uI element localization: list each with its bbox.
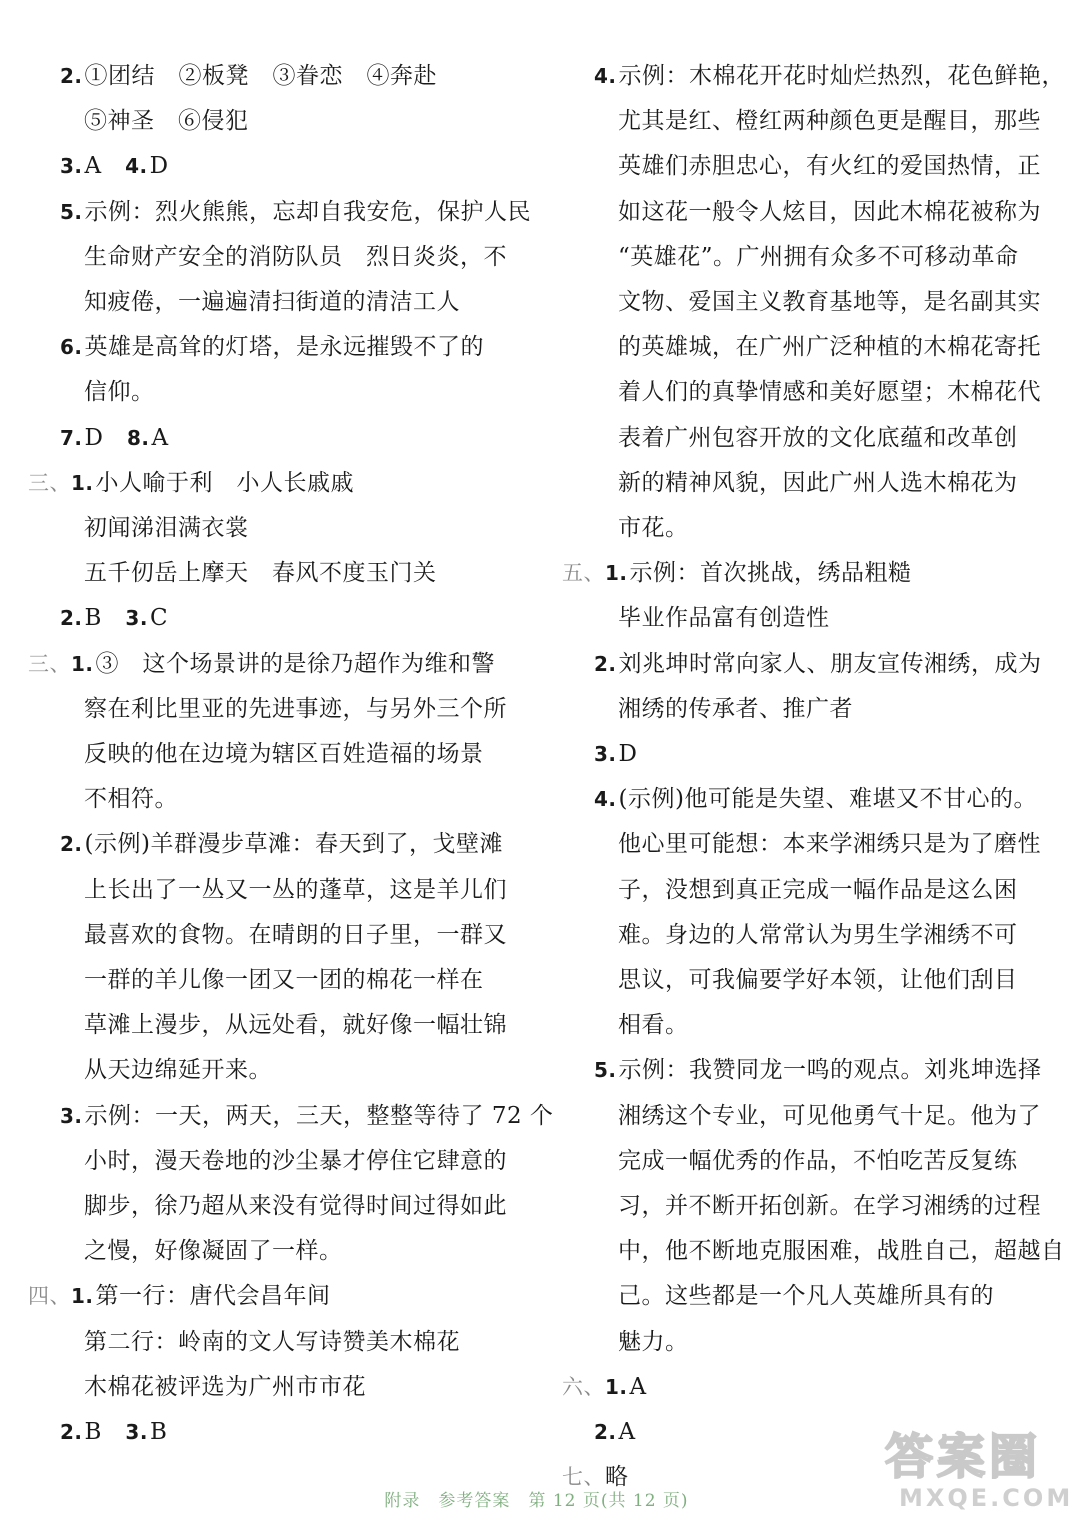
- answer-line: [84, 875, 507, 905]
- answer-line: [618, 332, 1041, 362]
- answer-line: [28, 468, 354, 498]
- answer-line: [618, 1146, 1018, 1176]
- answer-text: 略: [605, 1464, 629, 1491]
- answer-text: 上长出了一丛又一丛的蓬草，这是羊儿们: [84, 876, 507, 903]
- answer-line: [60, 603, 168, 633]
- question-number: 5.: [594, 1058, 617, 1083]
- answer-line: [618, 694, 853, 724]
- answer-text: 完成一幅优秀的作品，不怕吃苦反复练: [618, 1147, 1018, 1174]
- answer-text: 示例：一天，两天，三天，整整等待了 72 个: [84, 1102, 554, 1129]
- answer-line: [60, 197, 531, 227]
- answer-text: D: [618, 741, 638, 767]
- question-number: 2.: [60, 606, 83, 631]
- answer-text: 草滩上漫步，从远处看，就好像一幅壮锦: [84, 1012, 507, 1039]
- answer-text: 着人们的真挚情感和美好愿望；木棉花代: [618, 379, 1041, 406]
- question-number: 2.: [60, 1420, 83, 1444]
- answer-line: [618, 242, 1019, 272]
- answer-line: [618, 287, 1041, 317]
- answer-line: [618, 1281, 994, 1311]
- answer-text: ①团结 ②板凳 ③眷恋 ④奔赴: [84, 63, 438, 89]
- question-number: 1.: [71, 1284, 94, 1309]
- section-marker: 七、: [562, 1465, 605, 1490]
- answer-line: [618, 197, 1041, 227]
- question-number: 3.: [594, 742, 617, 766]
- question-number: 7.: [60, 425, 83, 450]
- answer-text: 英雄们赤胆忠心，有火红的爱国热情，正: [618, 153, 1041, 180]
- answer-text: 文物、爱国主义教育基地等，是名副其实: [618, 289, 1041, 315]
- answer-line: [618, 965, 1018, 995]
- section-marker: 六、: [562, 1374, 605, 1399]
- answer-line: [618, 1101, 1041, 1131]
- answer-line: [60, 1417, 167, 1447]
- answer-text: 信仰。: [84, 379, 155, 406]
- answer-line: [618, 875, 1018, 905]
- answer-text: 英雄是高耸的灯塔，是永远摧毁不了的: [84, 334, 485, 361]
- question-number: 1.: [71, 651, 94, 676]
- answer-text: 从天边绵延开来。: [84, 1057, 272, 1084]
- answer-text: 相看。: [618, 1012, 689, 1039]
- answer-text: D: [84, 424, 127, 451]
- answer-line: [84, 965, 484, 995]
- answer-text: 木棉花被评选为广州市市花: [84, 1373, 366, 1400]
- answer-text: B: [149, 1419, 168, 1445]
- answer-text: 脚步，徐乃超从来没有觉得时间过得如此: [84, 1193, 507, 1219]
- answer-text: 习，并不断开拓创新。在学习湘绣的过程: [618, 1193, 1041, 1219]
- answer-line: [84, 558, 437, 588]
- question-number: 8.: [126, 425, 150, 450]
- question-number: 4.: [125, 154, 148, 179]
- answer-text: 察在利比里亚的先进事迹，与另外三个所: [84, 695, 507, 722]
- answer-line: [84, 513, 249, 543]
- answer-text: 生命财产安全的消防队员 烈日炎炎，不: [84, 243, 507, 270]
- answer-text: A: [618, 1419, 636, 1445]
- answer-line: [618, 1327, 689, 1357]
- answer-text: 五千仞岳上摩天 春风不度玉门关: [84, 560, 437, 587]
- answer-line: [618, 1010, 689, 1040]
- answer-text: 不相符。: [84, 786, 178, 813]
- question-number: 5.: [60, 199, 83, 224]
- answer-text: 示例：木棉花开花时灿烂热烈，花色鲜艳，: [618, 63, 1066, 89]
- question-number: 3.: [125, 1420, 148, 1444]
- answer-text: 初闻涕泪满衣裳: [84, 515, 249, 541]
- question-number: 1.: [605, 1374, 628, 1399]
- answer-text: 尤其是红、橙红两种颜色更是醒目，那些: [618, 108, 1041, 135]
- answer-line: [60, 332, 484, 362]
- answer-text: 湘绣的传承者、推广者: [618, 695, 853, 722]
- answer-line: [594, 739, 637, 769]
- answer-text: 反映的他在边境为辖区百姓造福的场景: [84, 741, 484, 767]
- answer-text: 难。身边的人常常认为男生学湘绣不可: [618, 921, 1018, 948]
- answer-text: 的英雄城，在广州广泛种植的木棉花寄托: [618, 334, 1041, 361]
- question-number: 4.: [594, 787, 617, 812]
- answer-text: D: [149, 153, 169, 180]
- answer-line: [618, 1191, 1041, 1221]
- answer-text: “英雄花”。广州拥有众多不可移动革命: [618, 243, 1019, 270]
- answer-text: 之慢，好像凝固了一样。: [84, 1238, 343, 1265]
- answer-line: [618, 377, 1041, 407]
- section-marker: 五、: [562, 561, 605, 586]
- question-number: 3.: [60, 154, 83, 179]
- question-number: 2.: [594, 1420, 617, 1444]
- watermark-title: 答案圈: [885, 1429, 1042, 1485]
- answer-text: 第二行：岭南的文人写诗赞美木棉花: [84, 1328, 460, 1355]
- question-number: 2.: [594, 651, 617, 676]
- answer-text: 湘绣这个专业，可见他勇气十足。他为了: [618, 1102, 1041, 1129]
- answer-line: [84, 377, 155, 407]
- answer-line: [84, 242, 507, 272]
- answer-line: [594, 784, 1037, 814]
- answer-line: [84, 1055, 272, 1085]
- answer-text: 示例：首次挑战，绣品粗糙: [629, 560, 912, 587]
- question-number: 6.: [60, 335, 83, 360]
- answer-text: 最喜欢的食物。在晴朗的日子里，一群又: [84, 921, 507, 948]
- answer-text: 思议，可我偏要学好本领，让他们刮目: [618, 967, 1018, 993]
- answer-line: [594, 1055, 1042, 1085]
- answer-line: [594, 649, 1042, 679]
- watermark-url: MXQE.COM: [899, 1484, 1073, 1512]
- answer-text: ⑤神圣 ⑥侵犯: [84, 108, 249, 135]
- answer-text: 表着广州包容开放的文化底蕴和改革创: [618, 424, 1018, 451]
- answer-line: [618, 603, 830, 633]
- answer-text: 魅力。: [618, 1328, 689, 1355]
- answer-text: 新的精神风貌，因此广州人选木棉花为: [618, 469, 1018, 496]
- question-number: 4.: [594, 64, 617, 88]
- answer-line: [28, 649, 495, 679]
- answer-text: 小时，漫天卷地的沙尘暴才停住它肆意的: [84, 1147, 507, 1174]
- answer-line: [60, 423, 169, 453]
- answer-text: 示例：我赞同龙一鸣的观点。刘兆坤选择: [618, 1057, 1042, 1084]
- question-number: 3.: [125, 606, 148, 631]
- watermark-logo: [885, 1418, 1073, 1526]
- answer-line: [618, 423, 1018, 453]
- answer-text: 小人喻于利 小人长戚戚: [95, 469, 355, 496]
- answer-line: [618, 829, 1041, 859]
- answer-text: B: [84, 605, 126, 632]
- answer-text: A: [84, 153, 126, 180]
- answer-line: [562, 558, 912, 588]
- answer-line: [84, 739, 484, 769]
- answer-text: 第一行：唐代会昌年间: [95, 1283, 331, 1310]
- section-marker: 三、: [28, 651, 71, 676]
- answer-line: [562, 1372, 647, 1402]
- answer-text: 如这花一般令人炫目，因此木棉花被称为: [618, 198, 1041, 225]
- answer-text: 示例：烈火熊熊，忘却自我安危，保护人民: [84, 198, 532, 225]
- answer-line: [60, 829, 503, 859]
- answer-line: [618, 468, 1018, 498]
- answer-text: B: [84, 1419, 126, 1445]
- answer-line: [618, 1236, 1065, 1266]
- answer-text: 市花。: [618, 515, 689, 541]
- answer-text: 刘兆坤时常向家人、朋友宣传湘绣，成为: [618, 650, 1042, 677]
- answer-text: 子，没想到真正完成一幅作品是这么困: [618, 876, 1018, 903]
- answer-line: [84, 784, 178, 814]
- answer-text: A: [629, 1373, 647, 1400]
- question-number: 2.: [60, 64, 83, 88]
- answer-line: [28, 1281, 331, 1311]
- answer-text: 他心里可能想：本来学湘绣只是为了磨性: [618, 831, 1041, 858]
- answer-line: [84, 1327, 460, 1357]
- answer-text: A: [151, 424, 169, 451]
- answer-line: [84, 1236, 343, 1266]
- answer-text: 知疲倦，一遍遍清扫街道的清洁工人: [84, 289, 460, 315]
- answer-line: [60, 61, 437, 91]
- answer-line: [60, 151, 169, 181]
- answer-text: 己。这些都是一个凡人英雄所具有的: [618, 1283, 994, 1310]
- answer-text: (示例)羊群漫步草滩：春天到了，戈壁滩: [84, 831, 503, 858]
- answer-line: [84, 1372, 366, 1402]
- answer-line: [594, 61, 1065, 91]
- answer-text: (示例)他可能是失望、难堪又不甘心的。: [618, 786, 1037, 813]
- answer-line: [84, 694, 507, 724]
- answer-line: [84, 1146, 507, 1176]
- question-number: 2.: [60, 832, 83, 857]
- page-footer: 附录 参考答案 第 12 页(共 12 页): [384, 1491, 689, 1511]
- answer-line: [594, 1417, 636, 1447]
- question-number: 1.: [605, 561, 628, 586]
- answer-line: [618, 513, 689, 543]
- answer-line: [84, 920, 507, 950]
- question-number: 3.: [60, 1103, 83, 1128]
- section-marker: 四、: [28, 1284, 71, 1309]
- answer-line: [84, 1191, 507, 1221]
- answer-line: [618, 920, 1018, 950]
- answer-line: [84, 106, 249, 136]
- answer-text: ③ 这个场景讲的是徐乃超作为维和警: [95, 650, 496, 677]
- section-marker: 三、: [28, 470, 71, 495]
- answer-text: 毕业作品富有创造性: [618, 605, 830, 632]
- answer-text: C: [149, 605, 169, 632]
- answer-line: [60, 1101, 553, 1131]
- question-number: 1.: [71, 470, 94, 495]
- answer-line: [84, 1010, 507, 1040]
- answer-line: [618, 106, 1041, 136]
- answer-line: [84, 287, 460, 317]
- answer-text: 一群的羊儿像一团又一团的棉花一样在: [84, 967, 484, 993]
- answer-text: 中，他不断地克服困难，战胜自己，超越自: [618, 1238, 1065, 1265]
- answer-line: [618, 151, 1041, 181]
